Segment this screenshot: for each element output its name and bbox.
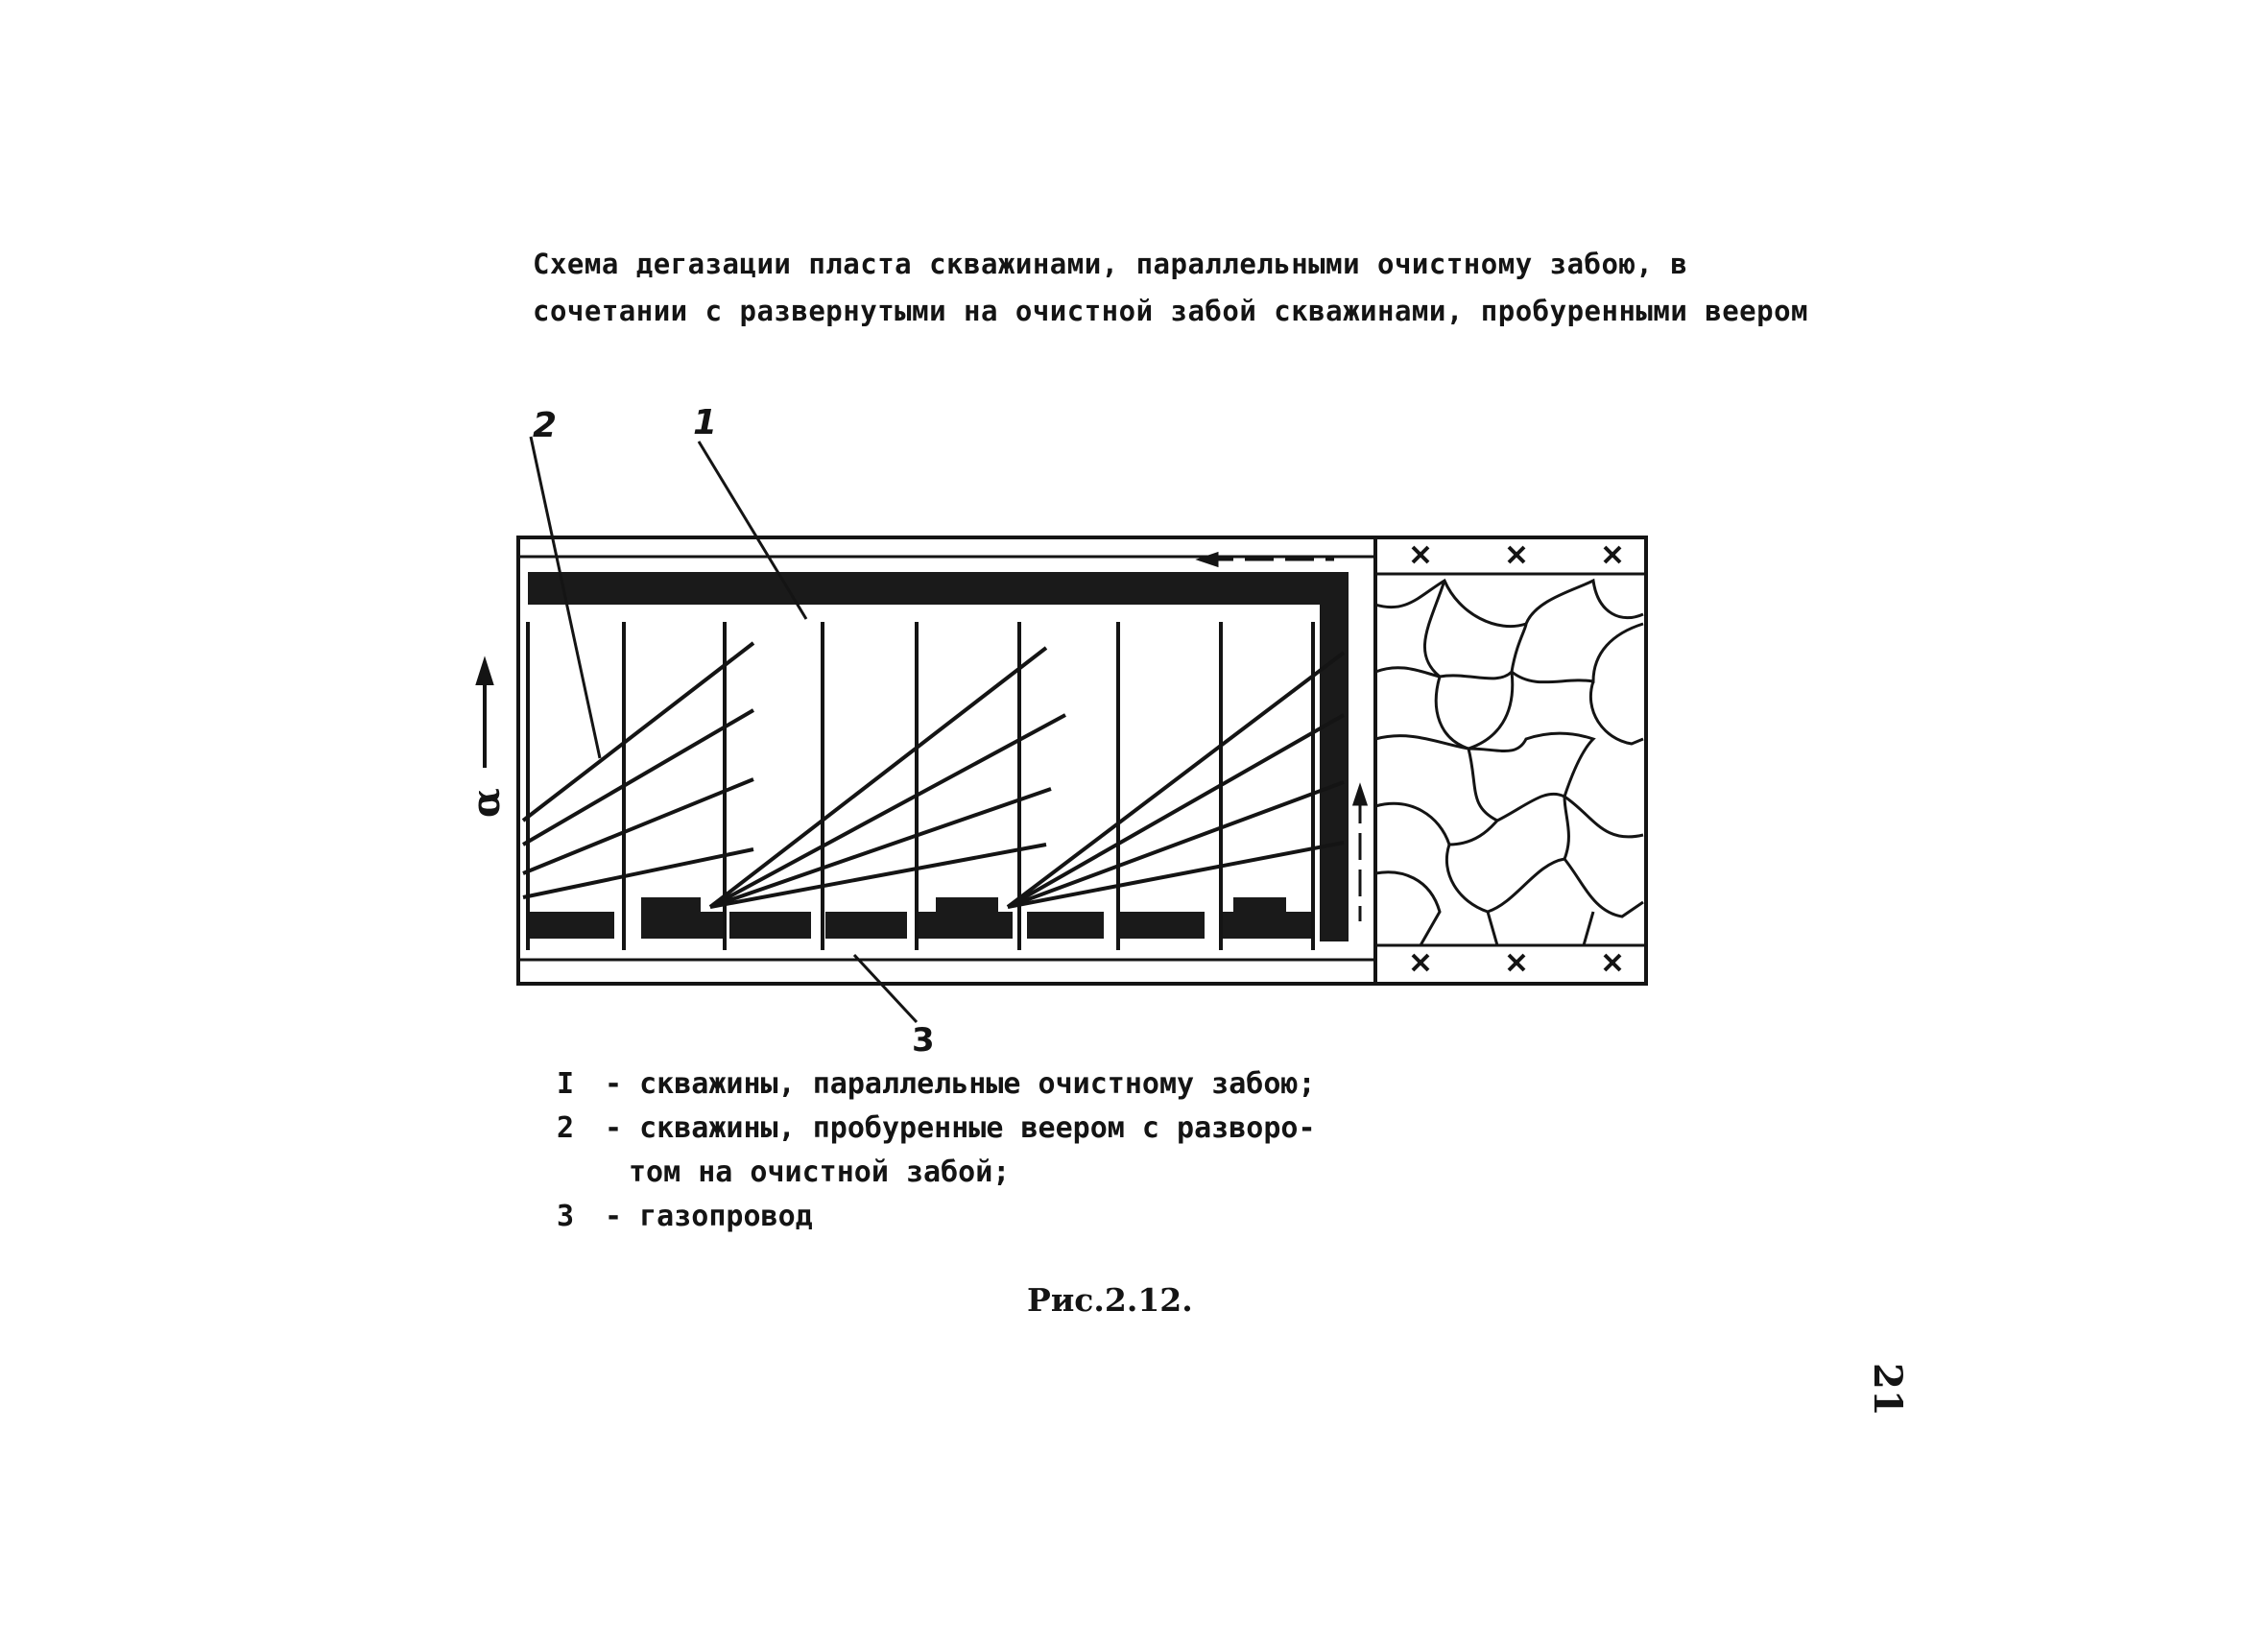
top-drift: [528, 572, 1349, 605]
goaf-rock-pattern: [1375, 581, 1643, 945]
callout-label-1: 1: [693, 403, 718, 442]
legend-item-2-continued: том на очистной забой;: [629, 1156, 1011, 1189]
figure-label: Рис.2.12.: [1027, 1281, 1193, 1319]
face-advance-arrow: [1354, 787, 1366, 921]
alpha-arrow: [478, 662, 491, 768]
legend-item-3: [557, 1200, 813, 1233]
bottom-drift: [528, 897, 1315, 939]
legend-text-2: - скважины, пробуренные веером с разворо-: [605, 1111, 1316, 1145]
caption-line-2: сочетании с развернутыми на очистной забой скважинами, пробуренными веером: [533, 295, 1809, 327]
page-number: 21: [1865, 1363, 1910, 1417]
goaf-frame: [1375, 537, 1646, 984]
caption-line-1: Схема дегазации пласта скважинами, параллельными очистному забою, в: [533, 248, 1688, 280]
legend-num-2: 2: [557, 1111, 575, 1145]
callout-label-3: 3: [912, 1021, 935, 1060]
cross-markers: [1413, 547, 1620, 970]
legend-text-1: - скважины, параллельные очистному забою;: [605, 1067, 1316, 1101]
legend-num-3: 3: [557, 1200, 575, 1233]
alpha-symbol: α: [464, 788, 509, 818]
coal-face: [1320, 572, 1349, 941]
legend-item-2: [557, 1111, 1316, 1145]
legend-num-1: I: [557, 1067, 575, 1101]
callout-label-2: 2: [533, 406, 558, 445]
legend-item-1: [557, 1067, 1316, 1101]
legend-text-3: - газопровод: [605, 1200, 813, 1233]
